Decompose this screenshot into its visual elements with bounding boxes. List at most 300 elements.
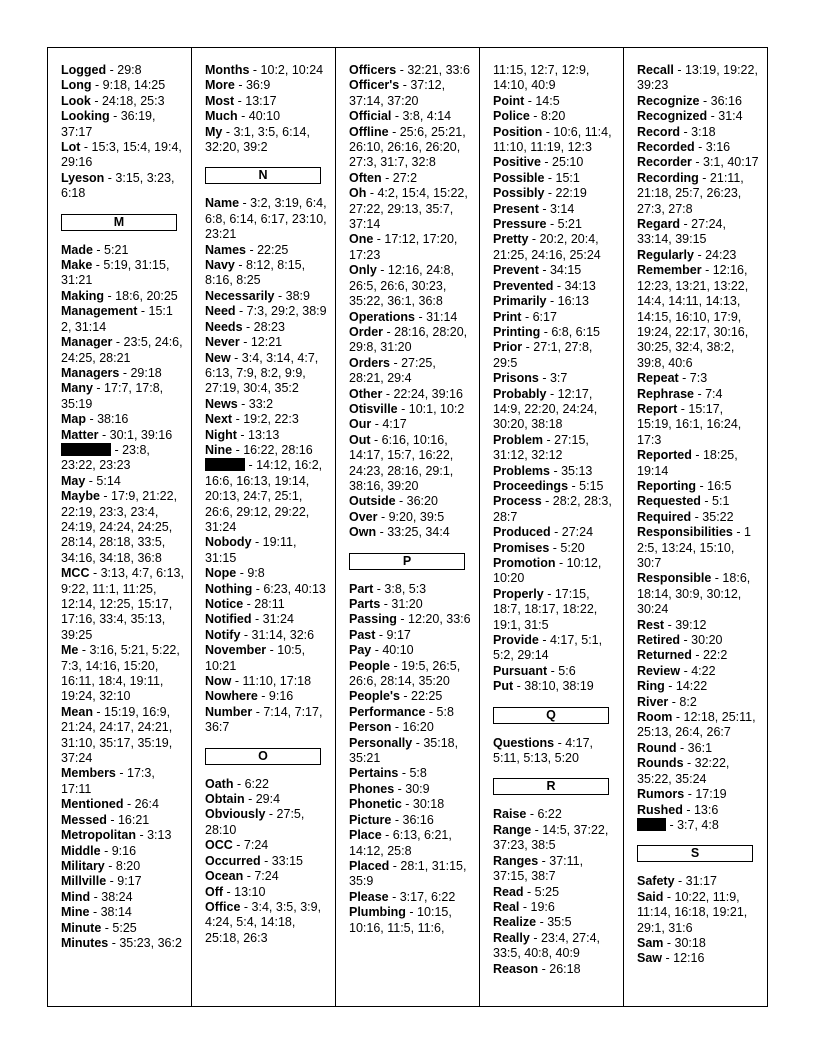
index-entry: [61, 828, 185, 843]
index-entry: [61, 844, 185, 859]
page-line-refs: - 27:1, 27:8, 29:5: [493, 340, 593, 370]
page-line-refs: - 9:8: [236, 566, 265, 581]
index-term: Rephrase: [637, 386, 694, 401]
index-term: Positive: [493, 155, 541, 170]
index-entry: [349, 612, 473, 627]
index-term: Looking: [61, 109, 110, 124]
index-term: Office: [205, 899, 241, 914]
index-term: Person: [349, 720, 392, 735]
page-line-refs: - 15:1 2, 31:14: [61, 304, 173, 334]
index-term: Map: [61, 412, 86, 427]
index-entry: [205, 535, 329, 566]
index-term: Promises: [493, 540, 550, 555]
index-term: Officers: [349, 63, 397, 77]
index-entry: [637, 648, 761, 663]
index-entry: [637, 664, 761, 679]
page-line-refs: - 6:23, 40:13: [252, 581, 326, 596]
index-entry: [349, 325, 473, 356]
index-entry: [493, 464, 617, 479]
index-term: Names: [205, 242, 246, 257]
page-line-refs: - 3:16, 5:21, 5:22, 7:3, 14:16, 15:20, 16:11, 18:4, 19:11, 19:24, 32:10: [61, 643, 180, 704]
page-line-refs: - 14:5, 37:22, 37:23, 38:5: [493, 822, 609, 853]
index-entry: [637, 155, 761, 170]
index-term: Months: [205, 63, 250, 77]
page-line-refs: - 15:17, 15:19, 16:1, 16:24, 17:3: [637, 401, 742, 447]
index-term: Responsible: [637, 571, 712, 586]
index-entry: [205, 900, 329, 946]
index-term: Mean: [61, 704, 93, 719]
index-entry: [637, 890, 761, 936]
page-line-refs: - 34:13: [553, 278, 596, 293]
index-entry: [493, 664, 617, 679]
index-entry: [349, 828, 473, 859]
index-entry: [637, 63, 761, 94]
index-entry: [493, 186, 617, 201]
index-column-4: [479, 48, 623, 1006]
index-term: Provide: [493, 633, 539, 648]
index-entry: [637, 248, 761, 263]
index-term: Now: [205, 674, 232, 689]
index-term: Messed: [61, 812, 107, 827]
index-term: Our: [349, 417, 372, 432]
page-line-refs: - 13:6: [682, 802, 719, 817]
page-line-refs: - 36:16: [699, 93, 742, 108]
index-term: Over: [349, 509, 378, 524]
index-entry: [637, 510, 761, 525]
index-term: Rushed: [637, 802, 683, 817]
index-term: Mind: [61, 889, 91, 904]
page-line-refs: - 16:20: [391, 720, 434, 735]
index-entry: [205, 612, 329, 627]
section-letter-header: Q: [493, 707, 609, 724]
index-entry: [349, 643, 473, 658]
page-line-refs: - 5:25: [523, 884, 560, 899]
index-entry: [205, 428, 329, 443]
index-entry: [637, 951, 761, 966]
index-term: Promotion: [493, 556, 556, 570]
index-entry: [349, 659, 473, 690]
index-term: Printing: [493, 324, 541, 339]
index-entry: [61, 304, 185, 335]
index-entry: [637, 618, 761, 633]
index-term: Prior: [493, 340, 523, 355]
page-line-refs: - 24:18, 25:3: [90, 93, 165, 108]
page-line-refs: - 16:22, 28:16: [232, 442, 313, 457]
page-line-refs: - 10:5, 10:21: [205, 643, 306, 673]
index-entry: [205, 854, 329, 869]
index-entry: [637, 109, 761, 124]
index-term: Raise: [493, 807, 527, 822]
index-entry: [61, 766, 185, 797]
index-term: Nobody: [205, 535, 252, 550]
index-term: Often: [349, 170, 382, 185]
index-entry: [349, 433, 473, 495]
index-entry: [349, 417, 473, 432]
index-entry: [493, 931, 617, 962]
index-entry: [61, 566, 185, 643]
index-entry: [61, 905, 185, 920]
page-line-refs: - 29:18: [119, 365, 162, 380]
index-term: Required: [637, 509, 692, 524]
page-line-refs: - 15:19, 16:9, 21:24, 24:17, 24:21, 31:10, 35:17, 35:19, 37:24: [61, 704, 173, 766]
index-entry: [493, 807, 617, 822]
index-term: Plumbing: [349, 905, 406, 920]
index-column-5: [623, 48, 767, 1006]
page-line-refs: - 38:16: [86, 412, 129, 427]
index-entry: [349, 905, 473, 936]
page-line-refs: - 5:20: [549, 540, 585, 555]
page-line-refs: - 10:12, 10:20: [493, 556, 602, 586]
index-term: Phones: [349, 781, 395, 796]
page-line-refs: - 38:10, 38:19: [513, 679, 594, 694]
page-line-refs: - 3:1, 40:17: [691, 155, 759, 170]
index-term: Properly: [493, 586, 544, 601]
index-term: Managers: [61, 365, 120, 380]
index-term: Regularly: [637, 247, 694, 262]
page-line-refs: - 28:23: [242, 319, 285, 334]
index-entry: [61, 94, 185, 109]
index-term: Placed: [349, 858, 390, 873]
index-entry: [349, 310, 473, 325]
index-term: Pursuant: [493, 663, 548, 678]
index-entry: [493, 885, 617, 900]
index-term: Said: [637, 889, 664, 904]
index-term: News: [205, 396, 238, 411]
index-entry: [493, 494, 617, 525]
index-term: Nine: [205, 442, 233, 457]
index-entry: [61, 874, 185, 889]
index-entry: [205, 566, 329, 581]
index-entry: [349, 720, 473, 735]
index-term: Management: [61, 304, 138, 319]
index-entry: [61, 859, 185, 874]
page-line-refs: - 8:20: [529, 109, 566, 124]
index-entry: [349, 186, 473, 232]
page-line-refs: - 9:16: [100, 843, 137, 858]
index-entry: [205, 243, 329, 258]
page-line-refs: - 28:16, 28:20, 29:8, 31:20: [349, 324, 468, 355]
index-term: Prevented: [493, 278, 554, 293]
page-line-refs: - 40:10: [237, 109, 281, 124]
index-entry: [61, 643, 185, 705]
section-letter-header: O: [205, 748, 321, 765]
page-line-refs: - 12:20, 33:6: [396, 612, 471, 627]
index-term: Ocean: [205, 869, 244, 884]
index-term: Out: [349, 432, 371, 447]
page-line-refs: - 3:18: [680, 124, 716, 139]
index-entry: [61, 366, 185, 381]
page-line-refs: - 27:24: [550, 525, 594, 540]
index-term: Mentioned: [61, 797, 124, 812]
index-term: Possible: [493, 170, 545, 185]
page-line-refs: - 8:12, 8:15, 8:16, 8:25: [205, 258, 306, 288]
page-line-refs: - 5:19, 31:15, 31:21: [61, 258, 170, 288]
index-entry: [493, 171, 617, 186]
index-entry: [205, 443, 329, 458]
index-term: Position: [493, 124, 543, 139]
page-line-refs: - 4:2, 15:4, 15:22, 27:22, 29:13, 35:7, 37:14: [349, 186, 468, 232]
index-entry: [637, 679, 761, 694]
index-entry: [637, 695, 761, 710]
index-term: Metropolitan: [61, 828, 136, 843]
index-term: Pay: [349, 643, 372, 658]
index-entry: [493, 387, 617, 433]
page-line-refs: - 4:17, 5:11, 5:13, 5:20: [493, 735, 594, 766]
page-line-refs: - 3:13, 4:7, 6:13, 9:22, 11:1, 11:25, 12:14, 12:25, 15:17, 17:16, 33:4, 35:13, 39:25: [61, 566, 184, 642]
index-term: New: [205, 350, 231, 365]
index-entry: [61, 797, 185, 812]
index-term: Middle: [61, 843, 101, 858]
page-line-refs: - 10:1, 10:2: [397, 401, 465, 416]
index-entry: [637, 125, 761, 140]
page-line-refs: - 16:13: [546, 294, 589, 309]
index-entry: [493, 202, 617, 217]
index-entry: [349, 597, 473, 612]
page-line-refs: - 28:1, 31:15, 35:9: [349, 858, 467, 889]
index-entry: [61, 443, 185, 474]
index-column-2: [191, 48, 335, 1006]
page-line-refs: - 33:2: [237, 396, 274, 411]
page-line-refs: - 6:22: [526, 807, 562, 822]
page-line-refs: - 21:11, 21:18, 25:7, 26:23, 27:3, 27:8: [637, 170, 744, 216]
index-term: Obtain: [205, 792, 245, 807]
page-line-refs: - 16:5: [696, 478, 732, 493]
index-entry: [493, 854, 617, 885]
index-term: Ranges: [493, 853, 539, 868]
index-entry: [61, 289, 185, 304]
index-entry: [205, 643, 329, 674]
page-line-refs: - 14:22: [664, 679, 708, 694]
page-line-refs: - 37:12, 37:14, 37:20: [349, 78, 446, 108]
index-entry: [349, 171, 473, 186]
page-line-refs: - 14:12, 16:2, 16:6, 16:13, 19:14, 20:13, 24:7, 25:1, 26:6, 29:12, 29:22, 31:24: [205, 458, 323, 534]
index-entry: [61, 921, 185, 936]
index-entry: [61, 489, 185, 566]
index-term: Need: [205, 304, 236, 319]
page-line-refs: - 31:17: [674, 874, 717, 889]
page-line-refs: - 3:8, 5:3: [373, 581, 427, 596]
index-term: Present: [493, 201, 539, 216]
page-line-refs: - 5:25: [101, 920, 137, 935]
index-entry: [637, 402, 761, 448]
index-term: Look: [61, 93, 91, 108]
index-term: River: [637, 694, 669, 709]
page-line-refs: - 35:23, 36:2: [108, 935, 182, 950]
index-term: More: [205, 78, 235, 93]
index-entry: [349, 782, 473, 797]
page-line-refs: - 3:2, 3:19, 6:4, 6:8, 6:14, 6:17, 23:10, 23:21: [205, 196, 327, 242]
page-line-refs: - 22:2: [691, 648, 728, 663]
index-entry: [349, 628, 473, 643]
index-term: Make: [61, 258, 93, 273]
page-line-refs: - 3:7: [538, 371, 568, 386]
page-line-refs: - 16:21: [106, 812, 150, 827]
page-line-refs: - 12:16: [662, 951, 705, 966]
index-entry: [205, 807, 329, 838]
index-term: Recognize: [637, 93, 700, 108]
index-term: Possibly: [493, 186, 545, 201]
index-term: Realize: [493, 915, 537, 930]
index-entry: [349, 402, 473, 417]
index-entry: [493, 340, 617, 371]
index-entry: [205, 335, 329, 350]
index-entry: [205, 674, 329, 689]
page-line-refs: - 26:4: [123, 797, 159, 812]
index-entry: [205, 885, 329, 900]
index-term: Mine: [61, 905, 90, 920]
index-term: Rest: [637, 617, 665, 632]
index-entry: [349, 232, 473, 263]
page-line-refs: - 27:24, 33:14, 39:15: [637, 217, 726, 247]
page-line-refs: - 22:25: [399, 689, 443, 704]
index-entry: [637, 787, 761, 802]
page-line-refs: - 19:5, 26:5, 26:6, 28:14, 35:20: [349, 658, 461, 689]
page-line-refs: - 7:24: [232, 838, 269, 853]
index-term: Saw: [637, 951, 663, 966]
page-line-refs: - 30:20: [680, 633, 723, 648]
index-entry: [61, 78, 185, 93]
index-entry: [205, 63, 329, 78]
page-line-refs: - 3:16: [694, 140, 731, 155]
index-entry: [637, 387, 761, 402]
index-term: Problem: [493, 432, 544, 447]
index-term: Occurred: [205, 853, 261, 868]
page-line-refs: - 4:17: [371, 417, 407, 432]
index-term: Operations: [349, 309, 415, 324]
index-term: Notice: [205, 597, 244, 611]
index-term: Problems: [493, 463, 550, 478]
index-entry: [205, 196, 329, 242]
index-entry: [493, 325, 617, 340]
index-entry: [349, 63, 473, 78]
page-line-refs: - 3:15, 3:23, 6:18: [61, 170, 175, 201]
index-term: Military: [61, 858, 105, 873]
index-term: Only: [349, 263, 377, 278]
page-line-refs: - 17:7, 17:8, 35:19: [61, 381, 164, 411]
index-entry: [61, 412, 185, 427]
index-entry: [637, 171, 761, 217]
page-line-refs: - 29:4: [244, 792, 281, 807]
index-term: Police: [493, 109, 530, 124]
page-line-refs: - 22:24, 39:16: [382, 386, 463, 401]
page-line-refs: - 10:22, 11:9, 11:14, 16:18, 19:21, 29:1, 31:6: [637, 889, 748, 935]
index-entry: [205, 838, 329, 853]
page-line-refs: - 31:14: [415, 309, 458, 324]
index-entry: [637, 263, 761, 371]
index-entry: [61, 428, 185, 443]
index-entry: [349, 890, 473, 905]
index-entry: [349, 109, 473, 124]
index-term: Oh: [349, 186, 367, 201]
index-entry: [637, 710, 761, 741]
index-entry: [61, 813, 185, 828]
index-entry: [61, 63, 185, 78]
index-entry: [205, 289, 329, 304]
index-term: Navy: [205, 258, 235, 273]
page-line-refs: - 7:24: [243, 869, 279, 884]
index-term: Report: [637, 401, 678, 416]
page-line-refs: - 39:12: [664, 617, 707, 632]
page-line-refs: - 38:24: [90, 889, 133, 904]
index-term: Made: [61, 242, 93, 257]
index-term: Order: [349, 324, 384, 339]
page-line-refs: - 32:21, 33:6: [396, 63, 470, 77]
index-term: Put: [493, 679, 514, 694]
index-term: Off: [205, 884, 224, 899]
page-line-refs: 11:15, 12:7, 12:9, 14:10, 40:9: [493, 63, 590, 93]
page-line-refs: - 6:8, 6:15: [540, 324, 600, 339]
index-entry: [61, 171, 185, 202]
redaction-block: [205, 458, 245, 471]
index-term: Oath: [205, 776, 234, 791]
page-line-refs: - 33:25, 34:4: [376, 525, 450, 540]
index-term: Many: [61, 381, 93, 396]
page-line-refs: - 26:18: [538, 961, 581, 976]
page-line-refs: - 10:6, 11:4, 11:10, 11:19, 12:3: [493, 124, 612, 155]
page-line-refs: - 28:11: [243, 597, 285, 611]
page-line-refs: - 36:19, 37:17: [61, 109, 156, 139]
index-term: Reason: [493, 961, 539, 976]
index-term: Logged: [61, 63, 107, 77]
index-term: Record: [637, 124, 681, 139]
page-line-refs: - 33:15: [260, 853, 303, 868]
page-line-refs: - 18:6, 20:25: [104, 288, 178, 303]
index-term: Needs: [205, 319, 243, 334]
index-entry: [61, 335, 185, 366]
page-line-refs: - 3:14: [538, 201, 575, 216]
page-line-refs: - 19:11, 31:15: [205, 535, 297, 565]
index-entry: [637, 448, 761, 479]
page-line-refs: - 35:18, 35:21: [349, 735, 459, 766]
index-entry: [205, 869, 329, 884]
page-line-refs: - 27:25, 28:21, 29:4: [349, 355, 436, 386]
index-term: Past: [349, 627, 376, 642]
page-line-refs: - 9:18, 14:25: [91, 78, 166, 93]
index-term: Pressure: [493, 217, 547, 232]
index-term: Recording: [637, 170, 699, 185]
page-line-refs: - 12:17, 14:9, 22:20, 24:24, 30:20, 38:18: [493, 386, 598, 432]
index-term: People's: [349, 689, 400, 704]
index-term: Lot: [61, 140, 81, 155]
index-term: Night: [205, 427, 237, 442]
index-term: Own: [349, 525, 377, 540]
index-term: Remember: [637, 263, 702, 278]
index-entry: [349, 736, 473, 767]
index-entry: [493, 371, 617, 386]
index-entry: [493, 962, 617, 977]
index-term: Number: [205, 704, 253, 719]
page-line-refs: - 3:13: [136, 828, 172, 843]
page-line-refs: - 31:14, 32:6: [240, 627, 315, 642]
index-term: Ring: [637, 679, 665, 694]
index-term: Manager: [61, 335, 113, 350]
page-line-refs: - 36:1: [676, 740, 713, 755]
index-term: Retired: [637, 633, 681, 648]
index-term: Prevent: [493, 263, 539, 278]
index-term: Phonetic: [349, 797, 402, 812]
index-term: Round: [637, 740, 677, 755]
index-entry: [61, 258, 185, 289]
page-line-refs: - 9:16: [257, 689, 294, 704]
page-line-refs: - 30:1, 39:16: [98, 427, 173, 442]
index-entry: [637, 874, 761, 889]
index-term: Much: [205, 109, 238, 124]
index-entry: [205, 397, 329, 412]
index-entry: [493, 679, 617, 694]
index-term: Making: [61, 288, 105, 303]
index-entry: [349, 494, 473, 509]
index-term: Notified: [205, 612, 252, 627]
